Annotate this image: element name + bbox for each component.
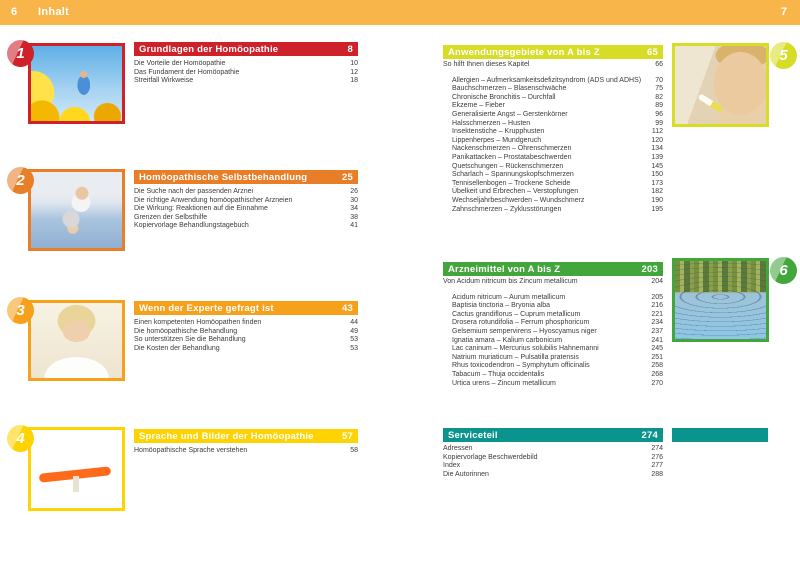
running-head — [0, 0, 800, 25]
entry-page: 221 — [651, 310, 663, 318]
section-page-number: 57 — [342, 430, 353, 442]
toc-entry — [134, 60, 358, 69]
toc-entry — [443, 471, 663, 480]
entry-page: 26 — [350, 188, 358, 195]
section-6-entries — [443, 278, 663, 388]
entry-page: 49 — [350, 327, 358, 335]
entry-page: 237 — [651, 327, 663, 335]
section-page-number: 8 — [347, 43, 353, 55]
photo-water-ripples — [672, 258, 769, 342]
toc-entry — [134, 222, 358, 231]
entry-label: Scharlach – Spannungskopfschmerzen — [452, 171, 574, 179]
toc-entry — [443, 163, 663, 172]
section-1-entries — [134, 60, 358, 86]
entry-label: Quetschungen – Rückenschmerzen — [452, 162, 564, 170]
entry-label: Halsschmerzen – Husten — [452, 119, 531, 127]
photo-sunflower-woman — [28, 43, 125, 124]
toc-entry — [443, 302, 663, 311]
entry-page: 41 — [350, 222, 358, 230]
right-page-number: 7 — [780, 6, 787, 18]
entry-label: Allergien – Aufmerksamkeitsdefizitsyndrom (ADS und ADHS) — [452, 76, 642, 84]
toc-entry — [443, 454, 663, 463]
entry-page: 34 — [350, 205, 358, 213]
toc-entry — [443, 102, 663, 111]
section-1-header — [134, 42, 358, 56]
entry-label: Streitfall Wirkweise — [134, 77, 194, 85]
toc-entry — [443, 380, 663, 389]
section-title: Serviceteil — [448, 429, 498, 441]
toc-entry — [443, 311, 663, 320]
toc-entry — [443, 354, 663, 363]
toc-entry — [443, 188, 663, 197]
photo-man-thermometer — [672, 43, 769, 127]
toc-entry — [443, 85, 663, 94]
photo-woman-portrait — [28, 300, 125, 381]
entry-label: Gelsemium sempervirens – Hyoscyamus niger — [452, 327, 597, 335]
entry-page: 277 — [651, 462, 663, 470]
entry-page: 96 — [655, 110, 663, 118]
section-3-header — [134, 301, 358, 315]
section-4-entries — [134, 447, 358, 456]
chapter-4-badge: 4 — [7, 425, 34, 452]
toc-entry — [443, 206, 663, 215]
entry-label: Panikattacken – Prostatabeschwerden — [452, 153, 572, 161]
section-title: Wenn der Experte gefragt ist — [139, 302, 274, 314]
entry-label: Die homöopathische Behandlung — [134, 327, 238, 335]
entry-page: 276 — [651, 453, 663, 461]
section-title: Anwendungsgebiete von A bis Z — [448, 46, 600, 58]
entry-page: 53 — [350, 344, 358, 352]
entry-label: Die Autorinnen — [443, 470, 489, 478]
page-title: Inhalt — [38, 6, 70, 18]
section-2-entries — [134, 188, 358, 231]
toc-entry — [443, 94, 663, 103]
entry-page: 234 — [651, 319, 663, 327]
toc-entry — [443, 61, 663, 70]
section-title: Sprache und Bilder der Homöopathie — [139, 430, 314, 442]
toc-entry — [443, 197, 663, 206]
section-title: Arzneimittel von A bis Z — [448, 263, 561, 275]
toc-entry — [443, 77, 663, 86]
toc-entry — [443, 137, 663, 146]
toc-entry — [134, 214, 358, 223]
toc-entry — [443, 171, 663, 180]
section-4-header — [134, 429, 358, 443]
entry-page: 112 — [651, 128, 663, 136]
entry-label: Generalisierte Angst – Gerstenkörner — [452, 110, 568, 118]
entry-label: Kopiervorlage Beschwerdebild — [443, 453, 538, 461]
photo-field-flag — [28, 427, 125, 511]
entry-page: 30 — [350, 196, 358, 204]
entry-label: Wechseljahrbeschwerden – Wundschmerz — [452, 196, 585, 204]
entry-label: Übelkeit und Erbrechen – Verstopfungen — [452, 188, 579, 196]
toc-entry — [443, 145, 663, 154]
entry-label: Tabacum – Thuja occidentalis — [452, 370, 545, 378]
person-figure — [73, 476, 79, 492]
entry-label: Urtica urens – Zincum metallicum — [452, 379, 556, 387]
toc-entry — [134, 69, 358, 78]
entry-page: 53 — [350, 336, 358, 344]
entry-page: 150 — [651, 171, 663, 179]
service-section-header — [443, 428, 663, 442]
entry-page: 216 — [651, 302, 663, 310]
entry-page: 173 — [651, 179, 663, 187]
entry-label: Die richtige Anwendung homöopathischer Arzneien — [134, 196, 293, 204]
entry-page: 99 — [655, 119, 663, 127]
entry-label: Bauchschmerzen – Blasenschwäche — [452, 85, 567, 93]
entry-page: 82 — [655, 93, 663, 101]
entry-page: 89 — [655, 102, 663, 110]
section-title: Grundlagen der Homöopathie — [139, 43, 279, 55]
entry-page: 70 — [655, 76, 663, 84]
section-3-entries — [134, 319, 358, 353]
entry-page: 245 — [651, 345, 663, 353]
entry-page: 241 — [651, 336, 663, 344]
entry-label: Nackenschmerzen – Ohrenschmerzen — [452, 145, 572, 153]
section-5-header — [443, 45, 663, 59]
chapter-2-badge: 2 — [7, 167, 34, 194]
entry-label: So hilft Ihnen dieses Kapitel — [443, 61, 530, 68]
entry-page: 190 — [651, 196, 663, 204]
toc-entry — [134, 345, 358, 354]
toc-entry — [443, 294, 663, 303]
service-entries — [443, 445, 663, 479]
chapter-3-badge: 3 — [7, 297, 34, 324]
entry-label: Acidum nitricum – Aurum metallicum — [452, 293, 566, 301]
entry-label: So unterstützen Sie die Behandlung — [134, 336, 246, 344]
section-2-header — [134, 170, 358, 184]
entry-label: Die Vorteile der Homöopathie — [134, 60, 226, 67]
entry-page: 145 — [651, 162, 663, 170]
toc-entry — [443, 154, 663, 163]
entry-page: 288 — [651, 470, 663, 478]
entry-label: Lac caninum – Mercurius solubilis Hahnemanni — [452, 345, 599, 353]
section-page-number: 43 — [342, 302, 353, 314]
thermometer — [697, 93, 723, 112]
chapter-6-badge: 6 — [770, 257, 797, 284]
entry-page: 44 — [350, 319, 358, 326]
toc-entry — [134, 336, 358, 345]
entry-label: Chronische Bronchitis – Durchfall — [452, 93, 556, 101]
toc-entry — [443, 278, 663, 287]
section-page-number: 65 — [647, 46, 658, 58]
entry-label: Die Wirkung: Reaktionen auf die Einnahme — [134, 205, 268, 213]
entry-page: 268 — [651, 370, 663, 378]
toc-entry — [134, 197, 358, 206]
entry-label: Baptisia tinctoria – Bryonia alba — [452, 302, 551, 310]
entry-page: 182 — [651, 188, 663, 196]
entry-page: 120 — [651, 136, 663, 144]
entry-label: Index — [443, 462, 461, 470]
entry-page: 10 — [350, 60, 358, 67]
entry-page: 195 — [651, 205, 663, 213]
entry-label: Tennisellenbogen – Trockene Scheide — [452, 179, 571, 187]
entry-page: 18 — [350, 77, 358, 85]
toc-entry — [134, 205, 358, 214]
entry-page: 205 — [651, 293, 663, 301]
section-title: Homöopathische Selbstbehandlung — [139, 171, 308, 183]
photo-couple-sofa — [28, 169, 125, 251]
entry-page: 258 — [651, 362, 663, 370]
service-header-margin-strip — [672, 428, 768, 442]
entry-label: Adressen — [443, 445, 473, 452]
toc-entry — [443, 328, 663, 337]
entry-label: Die Suche nach der passenden Arznei — [134, 188, 254, 195]
entry-label: Insektenstiche – Krupphusten — [452, 128, 545, 136]
toc-entry — [443, 337, 663, 346]
entry-label: Rhus toxicodendron – Symphytum officinalis — [452, 362, 590, 370]
entry-label: Drosera rotundifolia – Ferrum phosphoricum — [452, 319, 590, 327]
section-page-number: 203 — [641, 263, 658, 275]
entry-page: 58 — [350, 447, 358, 454]
entry-label: Lippenherpes – Mundgeruch — [452, 136, 542, 144]
entry-label: Natrium muriaticum – Pulsatilla pratensis — [452, 353, 579, 361]
entry-label: Ekzeme – Fieber — [452, 102, 505, 110]
entry-label: Das Fundament der Homöopathie — [134, 68, 240, 76]
entry-page: 204 — [651, 278, 663, 285]
entry-label: Von Acidum nitricum bis Zincum metallicum — [443, 278, 578, 285]
entry-page: 139 — [651, 153, 663, 161]
entry-page: 251 — [651, 353, 663, 361]
toc-entry — [134, 77, 358, 86]
toc-entry — [134, 447, 358, 456]
section-6-header — [443, 262, 663, 276]
entry-page: 66 — [655, 61, 663, 68]
toc-entry — [443, 462, 663, 471]
left-page-number: 6 — [11, 6, 18, 18]
entry-label: Einen kompetenten Homöopathen finden — [134, 319, 262, 326]
entry-label: Ignatia amara – Kalium carbonicum — [452, 336, 563, 344]
toc-entry — [443, 362, 663, 371]
toc-entry — [134, 188, 358, 197]
toc-entry — [443, 120, 663, 129]
entry-label: Kopiervorlage Behandlungstagebuch — [134, 222, 249, 230]
entry-page: 38 — [350, 213, 358, 221]
toc-entry — [443, 371, 663, 380]
entry-label: Cactus grandiflorus – Cuprum metallicum — [452, 310, 581, 318]
section-page-number: 25 — [342, 171, 353, 183]
entry-page: 134 — [651, 145, 663, 153]
entry-page: 270 — [651, 379, 663, 387]
toc-entry — [443, 319, 663, 328]
toc-entry — [443, 128, 663, 137]
entry-label: Zahnschmerzen – Zyklusstörungen — [452, 205, 562, 213]
section-5-entries — [443, 61, 663, 214]
entry-page: 75 — [655, 85, 663, 93]
entry-label: Die Kosten der Behandlung — [134, 344, 220, 352]
toc-entry — [443, 445, 663, 454]
toc-entry — [134, 328, 358, 337]
toc-entry — [443, 111, 663, 120]
toc-entry — [443, 345, 663, 354]
entry-page: 274 — [651, 445, 663, 452]
section-page-number: 274 — [641, 429, 658, 441]
chapter-1-badge: 1 — [7, 40, 34, 67]
entry-page: 12 — [350, 68, 358, 76]
chapter-5-badge: 5 — [770, 42, 797, 69]
entry-label: Grenzen der Selbsthilfe — [134, 213, 208, 221]
entry-label: Homöopathische Sprache verstehen — [134, 447, 248, 454]
toc-entry — [134, 319, 358, 328]
